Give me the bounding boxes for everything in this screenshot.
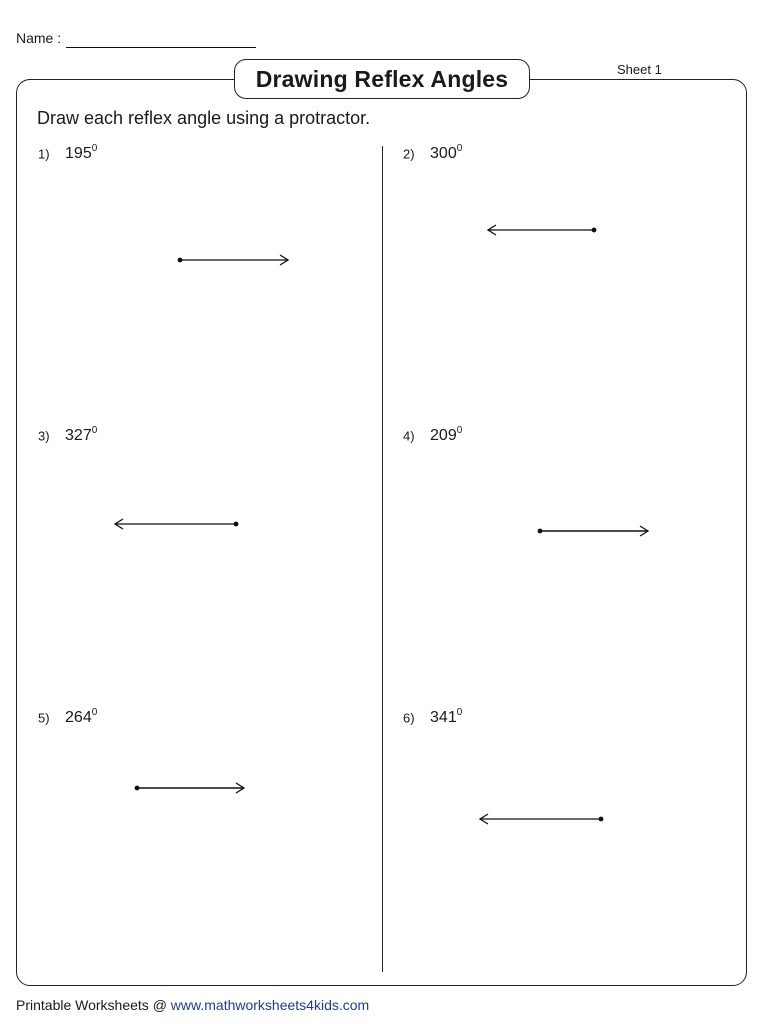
instructions: Draw each reflex angle using a protractor. [37, 108, 371, 128]
degree-symbol: 0 [91, 425, 98, 436]
vertex-point [599, 817, 604, 822]
angle-measure: $209^0$ [430, 425, 463, 445]
vertex-point [538, 529, 543, 534]
degree-symbol: 0 [456, 707, 463, 718]
problem-number: 3) [38, 428, 50, 444]
problem-number: 1) [38, 146, 50, 162]
degree-symbol: 0 [91, 143, 98, 154]
degree-symbol: 0 [91, 707, 98, 718]
name-field-line[interactable] [66, 47, 256, 48]
problem-2 [403, 144, 462, 163]
ray-1 [170, 250, 300, 270]
footer-site-link[interactable]: www.mathworksheets4kids.com [170, 997, 370, 1013]
ray-4 [530, 521, 660, 541]
problem-1 [38, 144, 97, 163]
worksheet-title [234, 59, 530, 99]
vertex-point [178, 258, 183, 263]
ray-6 [470, 809, 615, 829]
title-text: Drawing Reflex Angles [255, 65, 509, 92]
vertex-point [592, 228, 597, 233]
degree-symbol: 0 [456, 143, 463, 154]
footer [16, 997, 369, 1013]
problem-5 [38, 708, 97, 727]
column-divider [382, 146, 383, 972]
problem-number: 2) [403, 146, 415, 162]
name-label: Name : [16, 30, 62, 46]
vertex-point [135, 786, 140, 791]
problem-3 [38, 426, 97, 445]
problem-number: 6) [403, 710, 415, 726]
problem-number: 5) [38, 710, 50, 726]
footer-label: Printable Worksheets @ [16, 997, 171, 1013]
angle-measure: $341^0$ [430, 707, 463, 727]
angle-measure: $264^0$ [65, 707, 98, 727]
problem-6 [403, 708, 462, 727]
problem-number: 4) [403, 428, 415, 444]
sheet-label: Sheet 1 [617, 62, 662, 77]
ray-2 [478, 220, 608, 240]
angle-measure: $300^0$ [430, 143, 463, 163]
ray-3 [105, 514, 250, 534]
angle-measure: $195^0$ [65, 143, 98, 163]
degree-symbol: 0 [456, 425, 463, 436]
angle-measure: $327^0$ [65, 425, 98, 445]
problem-4 [403, 426, 462, 445]
ray-5 [127, 778, 257, 798]
vertex-point [234, 522, 239, 527]
